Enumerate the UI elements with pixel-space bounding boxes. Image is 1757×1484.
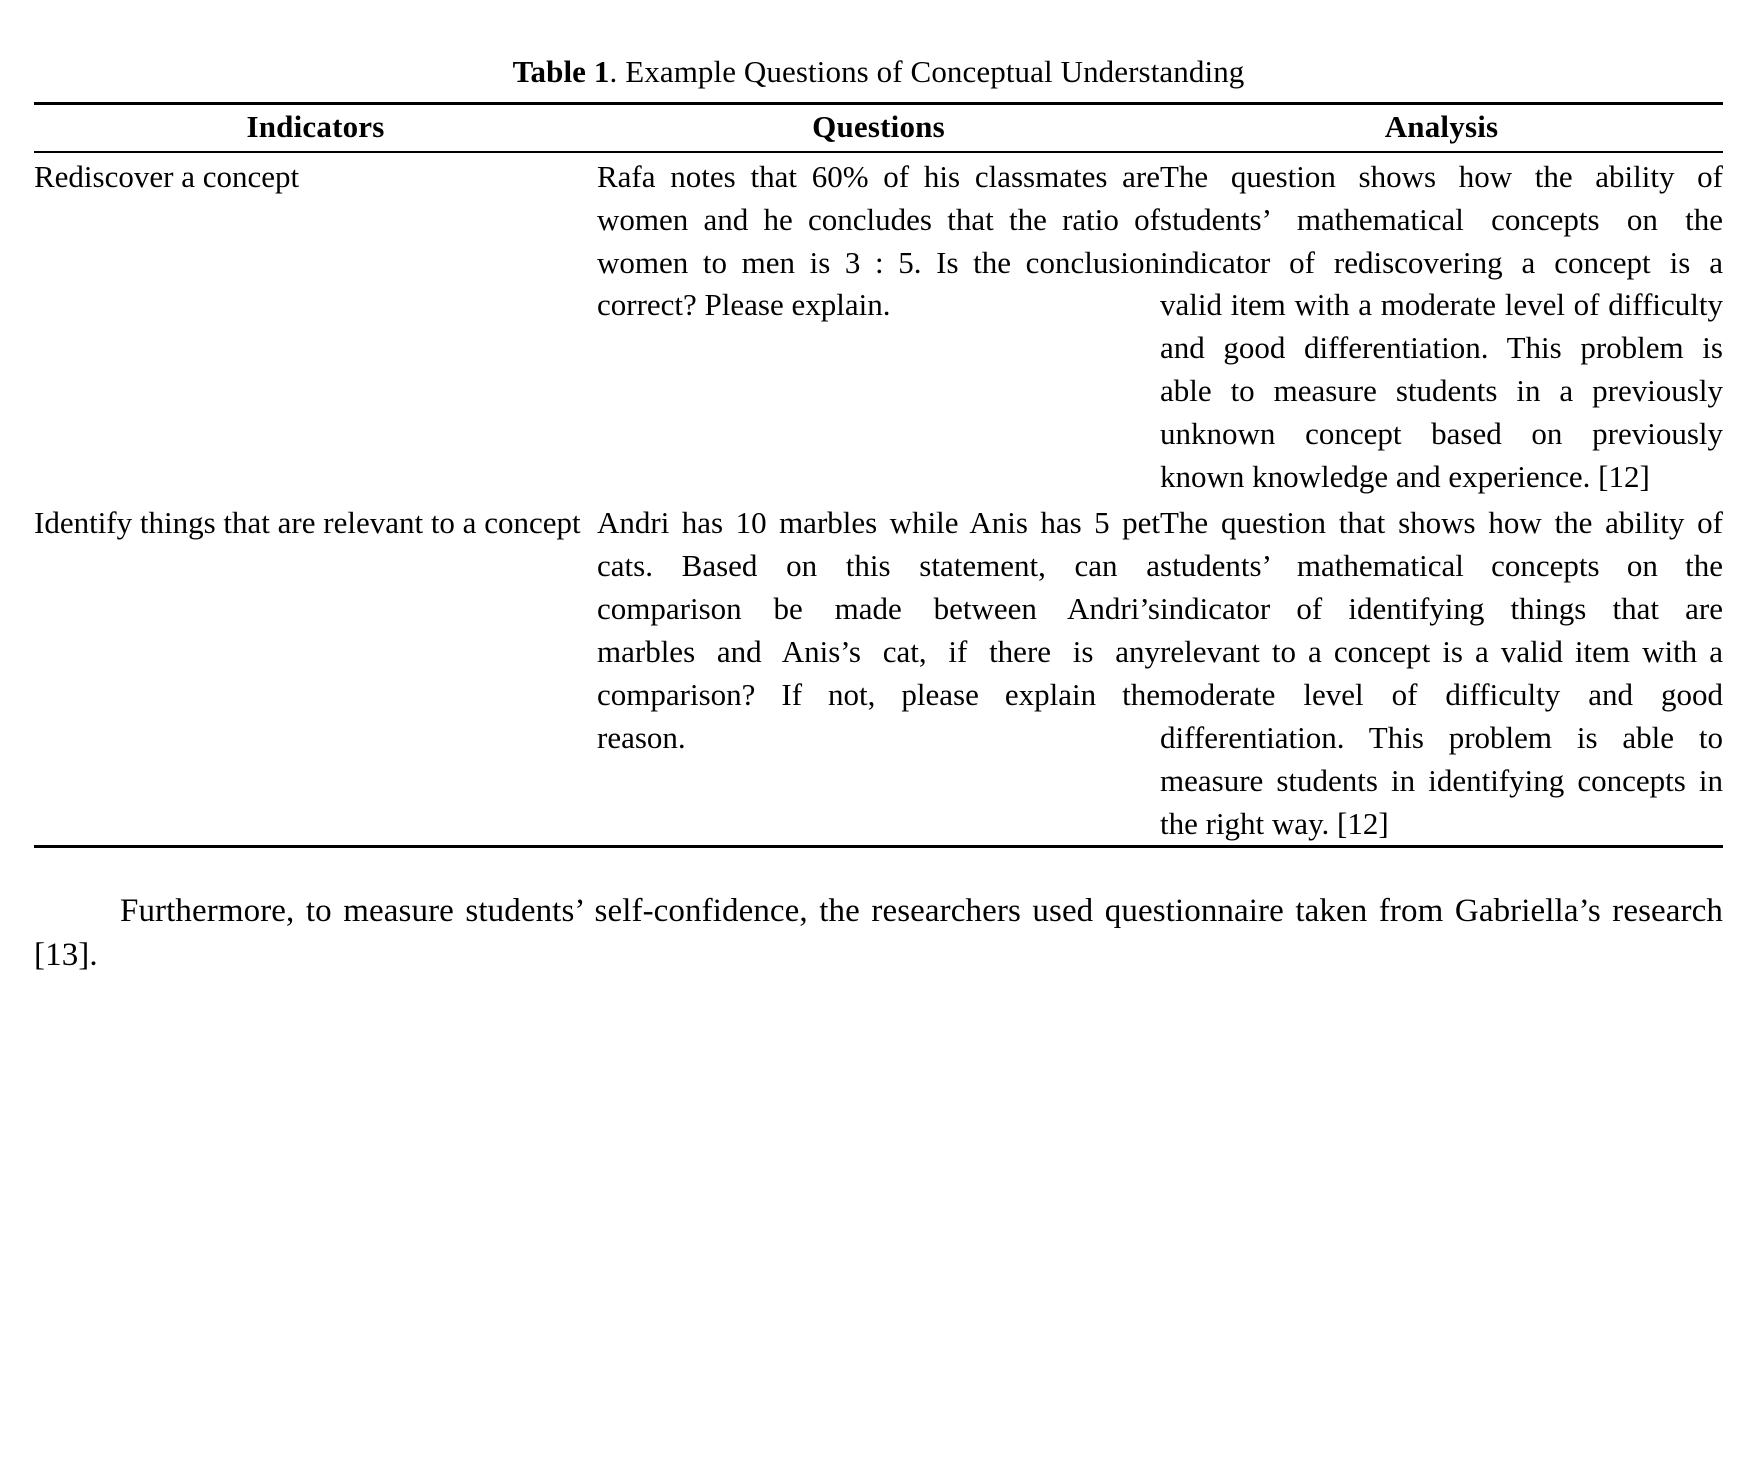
cell-analysis xyxy=(1160,152,1723,499)
cell-question xyxy=(597,499,1160,847)
cell-indicator xyxy=(34,499,597,847)
body-paragraph: Furthermore, to measure students’ self-confidence, the researchers used questionnaire taken from Gabriella’s research [13]. xyxy=(34,893,1723,973)
analysis-text: The question shows how the ability of students’ mathematical concepts on the indicator of rediscovering a concept is a valid item with a moderate level of difficulty and good differentiation. This problem is able to measure students in a previously unknown concept based on previously known knowledge and experience. [12] xyxy=(1160,158,1723,495)
cell-analysis xyxy=(1160,499,1723,847)
table-body xyxy=(34,152,1723,847)
question-text: Andri has 10 marbles while Anis has 5 pet cats. Based on this statement, can a comparison be made between Andri’s marbles and Anis’s cat, if there is any comparison? If not, please explain the reason. xyxy=(597,505,1160,755)
analysis-text: The question that shows how the ability of students’ mathematical concepts on the indicator of identifying things that are relevant to a concept is a valid item with a moderate level of difficulty and good differentiation. This problem is able to measure students in identifying concepts in the right way. [12] xyxy=(1160,505,1723,841)
table-header xyxy=(34,103,1723,152)
table-caption xyxy=(34,0,1723,102)
table-row xyxy=(34,152,1723,499)
cell-indicator xyxy=(34,152,597,499)
example-questions-table xyxy=(34,102,1723,849)
column-header-indicators: Indicators xyxy=(246,108,385,144)
question-text: Rafa notes that 60% of his classmates are women and he concludes that the ratio of women to men is 3 : 5. Is the conclusion correct? Please explain. xyxy=(597,158,1160,323)
cell-question xyxy=(597,152,1160,499)
column-header-analysis: Analysis xyxy=(1384,108,1499,144)
indicator-text: Rediscover a concept xyxy=(34,158,300,194)
table-caption-text: . Example Questions of Conceptual Understanding xyxy=(609,54,1245,89)
table-row xyxy=(34,499,1723,847)
column-header-questions: Questions xyxy=(812,108,945,144)
table-header-row xyxy=(34,103,1723,152)
indicator-text: Identify things that are relevant to a concept xyxy=(34,505,581,541)
table-caption-label: Table 1 xyxy=(512,54,610,89)
